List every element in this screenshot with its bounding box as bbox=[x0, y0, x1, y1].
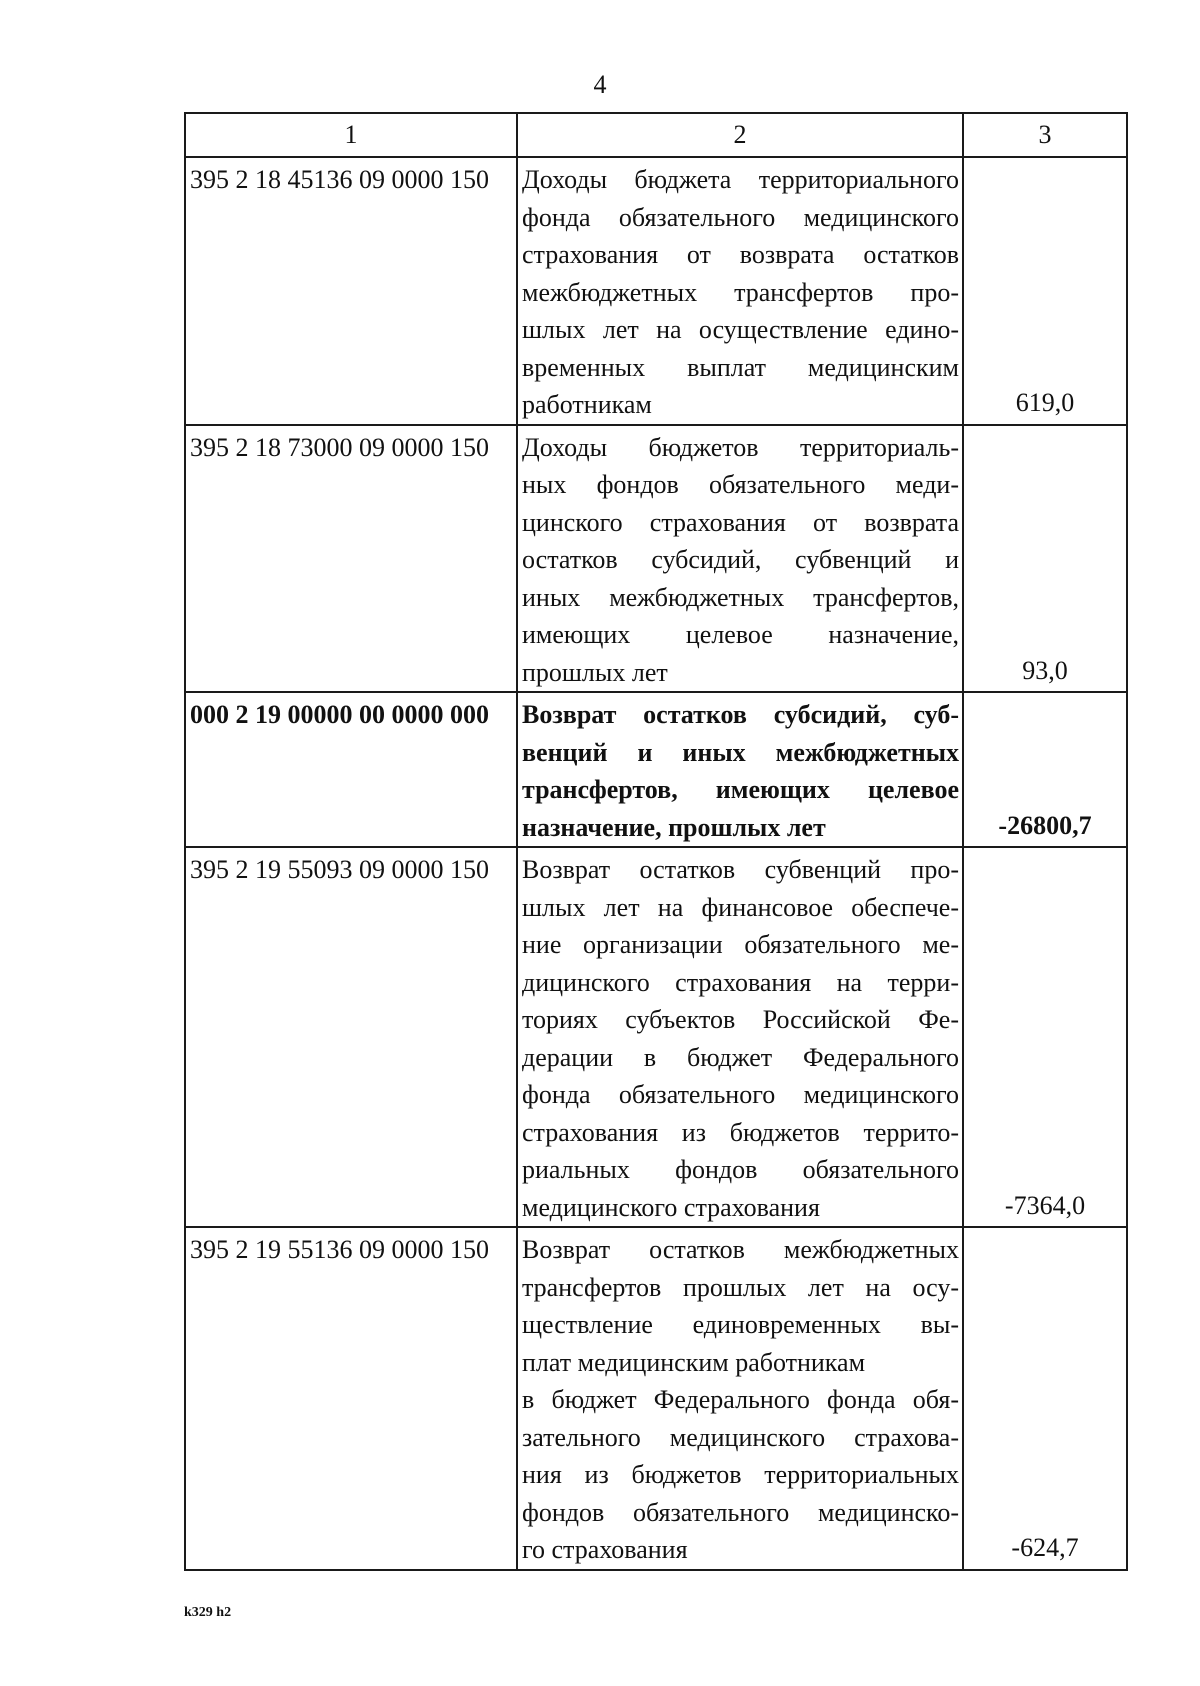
table-row-summary bbox=[185, 692, 1127, 847]
budget-code: 395 2 19 55093 09 0000 150 bbox=[185, 847, 517, 1227]
description-line: страхования из бюджетов террито- bbox=[522, 1117, 959, 1147]
description-line: го страхования bbox=[522, 1535, 688, 1564]
description-line: назначение, прошлых лет bbox=[522, 812, 826, 842]
header-col-code: 1 bbox=[185, 113, 517, 157]
description-line: прошлых лет bbox=[522, 657, 668, 687]
budget-code: 395 2 18 45136 09 0000 150 bbox=[185, 157, 517, 425]
header-col-amount: 3 bbox=[963, 113, 1127, 157]
description-line: фонда обязательного медицинского bbox=[522, 1080, 959, 1109]
description-line: венций и иных межбюджетных bbox=[522, 737, 959, 767]
description-line: шлых лет на финансовое обеспече- bbox=[522, 892, 959, 922]
description-line: трансфертов, имеющих целевое bbox=[522, 775, 959, 804]
description-line: Доходы бюджета территориального bbox=[522, 165, 959, 194]
description-line: трансфертов прошлых лет на осу- bbox=[522, 1272, 959, 1302]
description-line: работникам bbox=[522, 390, 652, 419]
description-line: плат медицинским работникам bbox=[522, 1347, 866, 1377]
amount-value: -624,7 bbox=[963, 1227, 1127, 1570]
page-number: 4 bbox=[593, 70, 607, 99]
description-line: остатков субсидий, субвенций и bbox=[522, 545, 959, 574]
description-line: иных межбюджетных трансфертов, bbox=[522, 582, 959, 612]
row-description bbox=[517, 1227, 963, 1570]
table-row bbox=[185, 157, 1127, 425]
row-description bbox=[517, 692, 963, 847]
description-line: в бюджет Федерального фонда обя- bbox=[522, 1385, 959, 1414]
description-line: имеющих целевое назначение, bbox=[522, 620, 959, 649]
description-line: дерации в бюджет Федерального bbox=[522, 1042, 959, 1072]
description-line: ториях субъектов Российской Фе- bbox=[522, 1005, 959, 1034]
table-row bbox=[185, 1227, 1127, 1570]
header-col-description: 2 bbox=[517, 113, 963, 157]
footer-document-code: k329 h2 bbox=[184, 1605, 232, 1620]
budget-code: 395 2 18 73000 09 0000 150 bbox=[185, 425, 517, 693]
description-line: Возврат остатков субвенций про- bbox=[522, 855, 959, 884]
description-line: Доходы бюджетов территориаль- bbox=[522, 432, 959, 462]
amount-value: -26800,7 bbox=[963, 692, 1127, 847]
budget-code: 000 2 19 00000 00 0000 000 bbox=[185, 692, 517, 847]
amount-value: 619,0 bbox=[963, 157, 1127, 425]
description-line: страхования от возврата остатков bbox=[522, 240, 959, 269]
description-line: фонда обязательного медицинского bbox=[522, 202, 959, 232]
description-line: цинского страхования от возврата bbox=[522, 507, 959, 537]
table-row bbox=[185, 847, 1127, 1227]
budget-table bbox=[184, 112, 1128, 1571]
description-line: временных выплат медицинским bbox=[522, 352, 959, 382]
description-line: шлых лет на осуществление едино- bbox=[522, 315, 959, 344]
description-line: дицинского страхования на терри- bbox=[522, 967, 959, 997]
description-line: ных фондов обязательного меди- bbox=[522, 470, 959, 499]
description-line: медицинского страхования bbox=[522, 1192, 820, 1222]
description-line: межбюджетных трансфертов про- bbox=[522, 277, 959, 307]
description-line: Возврат остатков субсидий, суб- bbox=[522, 700, 959, 729]
description-line: фондов обязательного медицинско- bbox=[522, 1497, 959, 1527]
row-description bbox=[517, 425, 963, 693]
description-line: ществление единовременных вы- bbox=[522, 1310, 959, 1339]
description-line: Возврат остатков межбюджетных bbox=[522, 1235, 959, 1264]
description-line: ния из бюджетов территориальных bbox=[522, 1460, 959, 1489]
header-row bbox=[185, 113, 1127, 157]
amount-value: -7364,0 bbox=[963, 847, 1127, 1227]
table-row bbox=[185, 425, 1127, 693]
amount-value: 93,0 bbox=[963, 425, 1127, 693]
description-line: ние организации обязательного ме- bbox=[522, 930, 959, 959]
description-line: риальных фондов обязательного bbox=[522, 1155, 959, 1184]
row-description bbox=[517, 847, 963, 1227]
budget-code: 395 2 19 55136 09 0000 150 bbox=[185, 1227, 517, 1570]
description-line: зательного медицинского страхова- bbox=[522, 1422, 959, 1452]
row-description bbox=[517, 157, 963, 425]
